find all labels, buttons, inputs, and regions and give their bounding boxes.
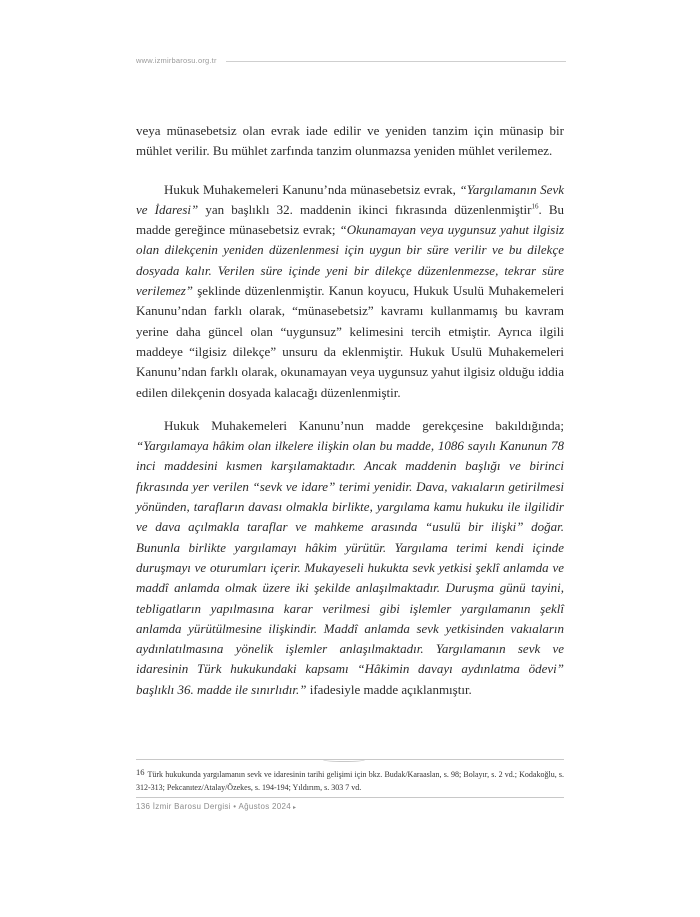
- footer-arrow-icon: ▸: [293, 805, 297, 811]
- p2-text-c: yan başlıklı 32. maddenin ikinci fıkrasında düzenlenmiştir: [198, 201, 532, 217]
- p3-text-c: ifadesiyle madde açıklanmıştır.: [306, 681, 472, 697]
- paragraph-3: [136, 416, 564, 700]
- p2-text-d: . Bu madde gereğince münasebetsiz evrak;: [136, 201, 564, 238]
- header-url: www.izmirbarosu.org.tr: [136, 56, 217, 65]
- footnote: [136, 766, 564, 794]
- footnote-divider-ornament: [322, 755, 366, 762]
- p2-quote-article: “Okunamayan veya uygunsuz yahut ilgisiz olan dilekçenin yeniden düzenlenmesi için uygun bir süre verilir ve bu dilekçe dosyada kalır. Verilen süre içinde yeni bir dilekçe düzenlenmezse, tekrar süre verilemez”: [136, 222, 564, 299]
- p2-quote-title: “Yargılamanın Sevk ve İdaresi”: [136, 181, 564, 217]
- footnote-text: Türk hukukunda yargılamanın sevk ve idaresinin tarihi gelişimi için bkz. Budak/Karaaslan, s. 98; Bolayır, s. 2 vd.; Kodakoğlu, s. 312-313; Pekcanıtez/Atalay/Özekes, s. 194-194; Yıldırım, s. 303 7 vd.: [136, 770, 564, 792]
- p2-text-a: Hukuk Muhakemeleri Kanunu’nda münasebetsiz evrak,: [164, 181, 460, 197]
- footer-rule: [136, 797, 564, 798]
- footnote-ref[interactable]: 16: [531, 202, 539, 211]
- footnote-number: 16: [136, 767, 145, 777]
- p3-quote-rationale: “Yargılamaya hâkim olan ilkelere ilişkin olan bu madde, 1086 sayılı Kanunun 78 inci maddesini kısmen karşılamaktadır. Ancak maddenin başlığı ve birinci fıkrasında yer verilen “sevk ve idare” terimi yenidir. Dava, vakıaların getirilmesi yönünden, tarafların davası olmakla birlikte, yargılama kamu hukuku ile ilgilidir ve dava açılmakla taraflar ve mahkeme arasında “usulü bir ilişki” doğar. Bununla birlikte yargılamayı hâkim yürütür. Yargılama terimi kendi içinde duruşmayı ve oturumları içerir. Mukayeseli hukukta sevk yetkisi şeklî anlamda ve maddî anlamda olmak üzere iki şekilde anlaşılmaktadır. Duruşma günü tayini, tebligatların yapılmasına karar verilmesi gibi işlemler yargılamanın şeklî anlamda yürütülmesine ilişkindir. Maddî anlamda sevk yetkisinden vakıaların aydınlatılmasına yönelik işlemler anlaşılmaktadır. Yargılamanın sevk ve idaresinin Türk hukukundaki kapsamı “Hâkimin davayı aydınlatma ödevi” başlıklı 36. madde ile sınırlıdır.”: [136, 438, 564, 697]
- paragraph-2: [136, 180, 564, 403]
- p2-text-f: şeklinde düzenlenmiştir. Kanun koyucu, Hukuk Usulü Muhakemeleri Kanunu’ndan farklı olarak, “münasebetsiz” kavramı kullanmamış bu kavram yerine daha güncel olan “uygunsuz” kelimesini tercih etmiştir. Ayrıca ilgili maddeye “ilgisiz dilekçe” unsuru da eklenmiştir. Hukuk Usulü Muhakemeleri Kanunu’ndan farklı olarak, okunamayan veya uygunsuz yahut ilgisiz olduğu iddia edilen dilekçenin dosyada kalacağı düzenlenmiştir.: [136, 283, 564, 400]
- footer-text: 136 İzmir Barosu Dergisi • Ağustos 2024: [136, 802, 292, 811]
- header-rule: [226, 61, 566, 62]
- paragraph-1: veya münasebetsiz olan evrak iade edilir ve yeniden tanzim için münasip bir mühlet verilir. Bu mühlet zarfında tanzim olunmazsa yeniden mühlet verilemez.: [136, 123, 564, 159]
- p3-text-a: Hukuk Muhakemeleri Kanunu’nun madde gerekçesine bakıldığında;: [164, 417, 564, 433]
- page-footer: [136, 802, 296, 811]
- body-text: [136, 121, 564, 700]
